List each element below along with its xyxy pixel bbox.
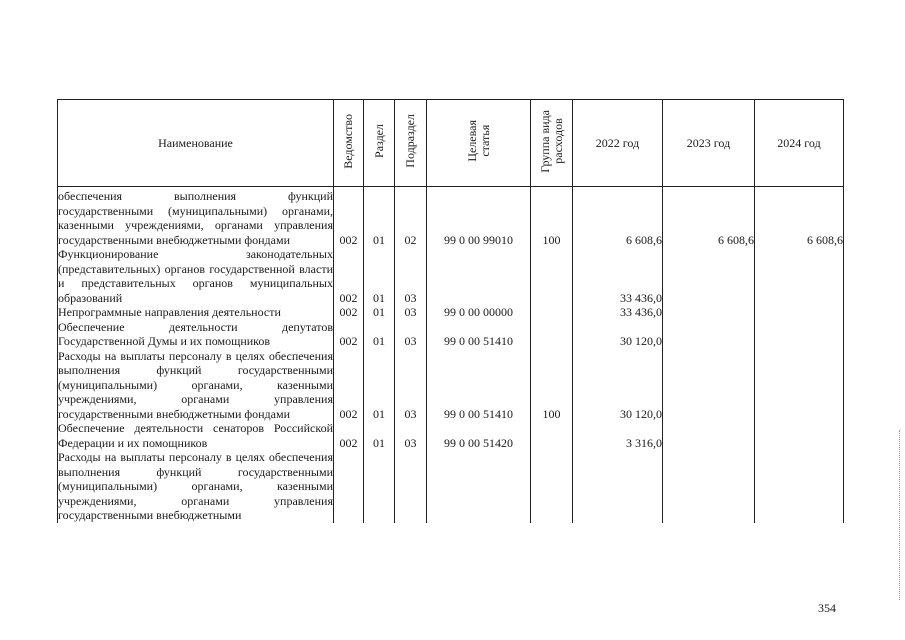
header-razdel: Раздел bbox=[364, 100, 395, 187]
row-razdel: 01 bbox=[364, 187, 395, 248]
row-2022: 3 316,0 bbox=[573, 421, 663, 450]
header-podrazdel: Подраздел bbox=[395, 100, 427, 187]
header-gruppa-rashodov: Группа вида расходов bbox=[531, 100, 573, 187]
row-vedomstvo: 002 bbox=[334, 305, 364, 320]
row-2024 bbox=[755, 305, 844, 320]
row-vedomstvo: 002 bbox=[334, 349, 364, 422]
table-row bbox=[58, 349, 844, 422]
row-podrazdel: 02 bbox=[395, 187, 427, 248]
row-gruppa bbox=[531, 450, 573, 523]
row-razdel: 01 bbox=[364, 421, 395, 450]
header-name: Наименование bbox=[58, 100, 334, 187]
row-2023: 6 608,6 bbox=[663, 187, 755, 248]
row-2024 bbox=[755, 349, 844, 422]
row-razdel: 01 bbox=[364, 349, 395, 422]
row-2022: 33 436,0 bbox=[573, 247, 663, 305]
row-2022: 30 120,0 bbox=[573, 349, 663, 422]
row-2024 bbox=[755, 320, 844, 349]
row-celevaya: 99 0 00 99010 bbox=[427, 187, 531, 248]
row-podrazdel bbox=[395, 450, 427, 523]
row-name: обеспечения выполнения функций государственными (муниципальными) органами, казенными учреждениями, органами управления государственными внебюджетными фондами bbox=[58, 187, 334, 248]
row-celevaya bbox=[427, 450, 531, 523]
row-2022: 30 120,0 bbox=[573, 320, 663, 349]
row-gruppa bbox=[531, 305, 573, 320]
table-row bbox=[58, 450, 844, 523]
row-razdel bbox=[364, 450, 395, 523]
row-2024 bbox=[755, 247, 844, 305]
row-podrazdel: 03 bbox=[395, 247, 427, 305]
row-2023 bbox=[663, 421, 755, 450]
row-vedomstvo bbox=[334, 450, 364, 523]
table-row bbox=[58, 247, 844, 305]
row-2023 bbox=[663, 305, 755, 320]
row-name: Расходы на выплаты персоналу в целях обеспечения выполнения функций государственными (муниципальными) органами, казенными учреждениями, органами управления государственными внебюджетными bbox=[58, 450, 333, 522]
header-vedomstvo: Ведомство bbox=[334, 100, 364, 187]
row-vedomstvo: 002 bbox=[334, 320, 364, 349]
row-vedomstvo: 002 bbox=[334, 187, 364, 248]
row-gruppa bbox=[531, 320, 573, 349]
header-2024: 2024 год bbox=[755, 100, 844, 187]
row-2023 bbox=[663, 320, 755, 349]
row-gruppa: 100 bbox=[531, 187, 573, 248]
row-gruppa bbox=[531, 421, 573, 450]
page-number: 354 bbox=[818, 601, 836, 615]
row-razdel: 01 bbox=[364, 320, 395, 349]
row-podrazdel: 03 bbox=[395, 349, 427, 422]
row-podrazdel: 03 bbox=[395, 320, 427, 349]
row-name: Функционирование законодательных (представительных) органов государственной власти и представительных органов муниципальных образований bbox=[58, 247, 333, 305]
header-2023: 2023 год bbox=[663, 100, 755, 187]
header-2022: 2022 год bbox=[573, 100, 663, 187]
row-name: Обеспечение деятельности депутатов Государственной Думы и их помощников bbox=[58, 319, 333, 348]
row-celevaya bbox=[427, 247, 531, 305]
row-celevaya: 99 0 00 51410 bbox=[427, 349, 531, 422]
row-2023 bbox=[663, 247, 755, 305]
row-name: Обеспечение деятельности сенаторов Российской Федерации и их помощников bbox=[58, 421, 333, 450]
table-row bbox=[58, 421, 844, 450]
scan-edge-mark bbox=[899, 430, 901, 600]
row-vedomstvo: 002 bbox=[334, 421, 364, 450]
row-podrazdel: 03 bbox=[395, 305, 427, 320]
row-gruppa: 100 bbox=[531, 349, 573, 422]
row-podrazdel: 03 bbox=[395, 421, 427, 450]
row-name: Расходы на выплаты персоналу в целях обеспечения выполнения функций государственными (муниципальными) органами, казенными учреждениями, органами управления государственными внебюджетными фондами bbox=[58, 348, 333, 421]
row-celevaya: 99 0 00 00000 bbox=[427, 305, 531, 320]
row-razdel: 01 bbox=[364, 247, 395, 305]
row-2022: 33 436,0 bbox=[573, 305, 663, 320]
header-celevaya-statya: Целевая статья bbox=[427, 100, 531, 187]
row-2024: 6 608,6 bbox=[755, 187, 844, 248]
row-2022: 6 608,6 bbox=[573, 187, 663, 248]
row-razdel: 01 bbox=[364, 305, 395, 320]
row-gruppa bbox=[531, 247, 573, 305]
row-2022 bbox=[573, 450, 663, 523]
row-2024 bbox=[755, 450, 844, 523]
row-2023 bbox=[663, 349, 755, 422]
table-row bbox=[58, 305, 844, 320]
row-celevaya: 99 0 00 51410 bbox=[427, 320, 531, 349]
table-row bbox=[58, 320, 844, 349]
budget-table bbox=[57, 99, 844, 523]
table-row bbox=[58, 187, 844, 248]
row-name: Непрограммные направления деятельности bbox=[58, 305, 334, 320]
row-2024 bbox=[755, 421, 844, 450]
row-celevaya: 99 0 00 51420 bbox=[427, 421, 531, 450]
row-2023 bbox=[663, 450, 755, 523]
row-vedomstvo: 002 bbox=[334, 247, 364, 305]
table-header-row bbox=[58, 100, 844, 187]
